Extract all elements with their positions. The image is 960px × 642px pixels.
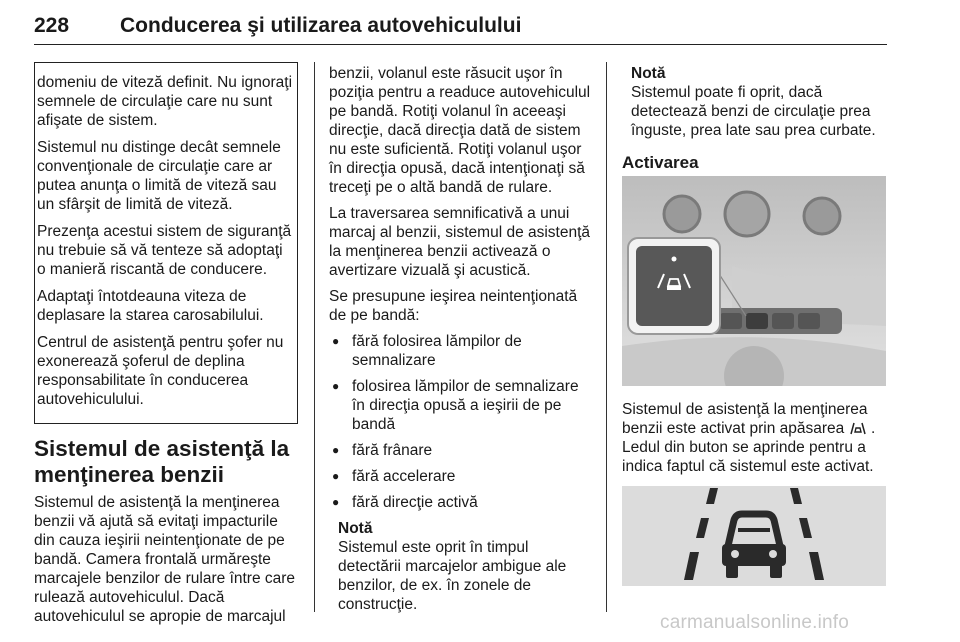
watermark: carmanualsonline.info xyxy=(660,612,850,633)
list-item: ● fără accelerare xyxy=(329,467,594,486)
warning-paragraph: domeniu de viteză definit. Nu ignoraţi semnele de circulaţie care nu sunt afişate de sistem. xyxy=(37,74,293,129)
paragraph: benzii, volanul este răsucit uşor în poziţia pentru a readuce autovehiculul pe bandă. Rotiţi volanul în aceeaşi direcţie, dacă direcţia dată de sistem nu este suficientă. Rotiţi volanul uşor în direcţia opusă, dacă intenţionaţi să treceţi pe o altă bandă de rulare. xyxy=(329,65,591,196)
note-title: Notă xyxy=(631,65,666,82)
section-block xyxy=(34,436,300,633)
note-title: Notă xyxy=(338,520,373,537)
dashboard-illustration xyxy=(622,176,886,386)
warning-box xyxy=(34,62,298,424)
column-divider-1 xyxy=(314,62,315,612)
lane-keep-symbol-figure xyxy=(622,486,886,586)
column-2 xyxy=(329,64,594,614)
activation-paragraph xyxy=(622,400,888,476)
page-header xyxy=(34,6,887,45)
note-block xyxy=(622,64,888,140)
list-item: ● fără direcţie activă xyxy=(329,493,594,512)
note-block xyxy=(329,519,594,614)
page-number: 228 xyxy=(34,14,70,37)
section-intro: Sistemul de asistenţă la menţinerea benzii vă ajută să evitaţi impacturile din cauza ieşirii neintenţionate de pe bandă. Camera frontală urmăreşte marcajele benzilor de rulare între care rulează autovehiculul. Dacă autovehiculul se apropie de marcajul xyxy=(34,494,296,625)
activation-text: . Ledul din buton se aprinde pentru a indica faptul că sistemul este activat. xyxy=(622,420,876,475)
activation-heading: Activarea xyxy=(622,153,699,172)
dashboard-button-photo xyxy=(622,176,886,386)
lane-keep-symbol-icon xyxy=(622,486,886,586)
warning-paragraph: Centrul de asistenţă pentru şofer nu exonerează şoferul de deplina responsabilitate în conducerea autovehiculului. xyxy=(37,334,284,408)
activation-text: Sistemul de asistenţă la menţinerea benzii este activat prin apăsarea xyxy=(622,401,868,437)
warning-paragraph: Prezenţa acestui sistem de siguranţă nu trebuie să vă tenteze să adoptaţi o manieră riscantă de conducere. xyxy=(37,223,292,278)
list-item: ● fără folosirea lămpilor de semnalizare xyxy=(329,332,594,370)
note-text: Sistemul poate fi oprit, dacă detectează benzi de circulaţie prea înguste, prea late sau prea curbate. xyxy=(631,84,876,139)
list-item: ● fără frânare xyxy=(329,441,594,460)
lane-keep-assist-icon xyxy=(849,420,871,437)
column-divider-2 xyxy=(606,62,607,612)
warning-paragraph: Sistemul nu distinge decât semnele convenţionale de circulaţie care ar putea anunţa o limită de viteză sau un sfârşit de limită de viteză. xyxy=(37,139,281,213)
bullet-list xyxy=(329,332,594,512)
warning-paragraph: Adaptaţi întotdeauna viteza de deplasare la starea carosabilului. xyxy=(37,288,264,324)
page-title: Conducerea şi utilizarea autovehiculului xyxy=(120,14,522,37)
list-item: ● folosirea lămpilor de semnalizare în direcţia opusă a ieşirii de pe bandă xyxy=(329,377,594,434)
column-3 xyxy=(622,64,888,172)
paragraph: La traversarea semnificativă a unui marcaj al benzii, sistemul de asistenţă la menţinerea benzii activează o avertizare vizuală şi acustică. xyxy=(329,205,591,279)
paragraph: Se presupune ieşirea neintenţionată de pe bandă: xyxy=(329,288,578,324)
note-text: Sistemul este oprit în timpul detectării marcajelor ambigue ale benzilor, de ex. în zonele de construcţie. xyxy=(338,539,567,613)
section-heading: Sistemul de asistenţă la menţinerea benzii xyxy=(34,436,290,487)
